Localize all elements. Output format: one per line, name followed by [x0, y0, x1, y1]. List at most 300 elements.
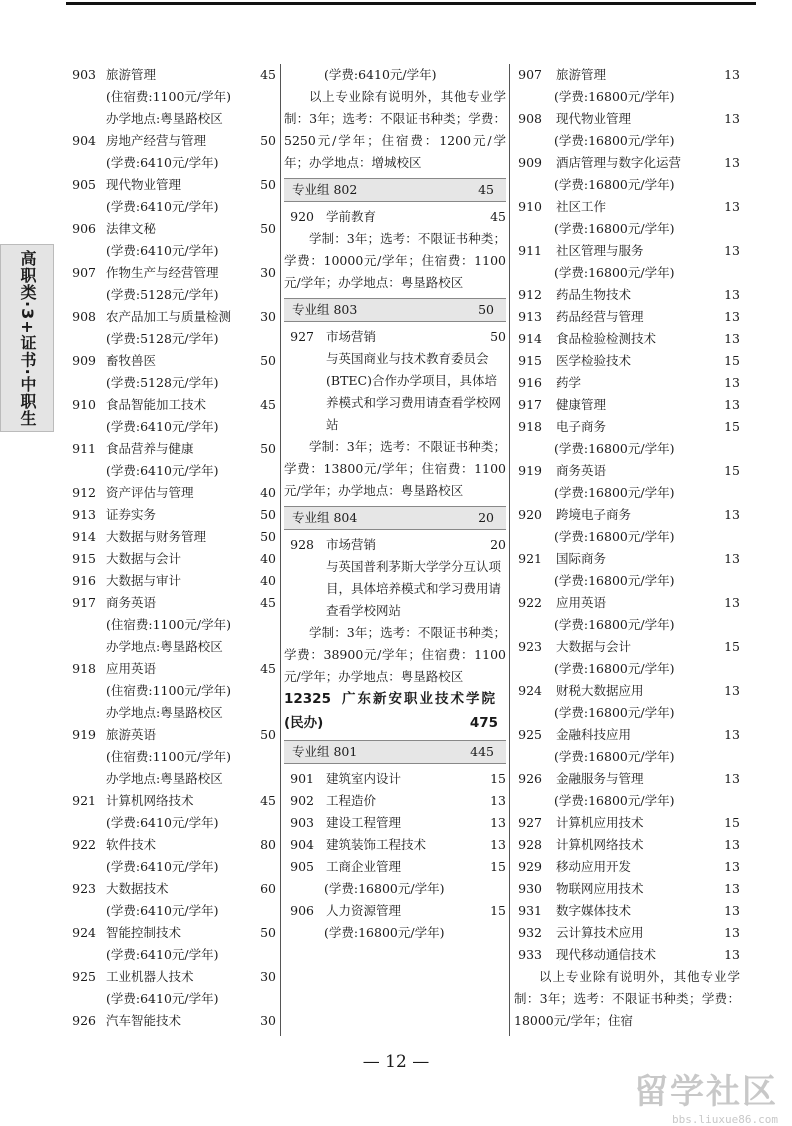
sub-line: (住宿费:1100元/学年)	[106, 89, 231, 104]
major-code: 929	[518, 859, 542, 874]
major-quota: 13	[724, 551, 740, 566]
major-row	[66, 878, 276, 900]
major-code: 912	[518, 287, 542, 302]
major-row	[284, 834, 506, 856]
major-row	[66, 218, 276, 240]
major-name: 酒店管理与数字化运营	[556, 155, 682, 170]
sub-line: (学费:16800元/学年)	[554, 177, 675, 192]
major-quota: 13	[724, 683, 740, 698]
sub-line: (学费:6410元/学年)	[106, 199, 219, 214]
group-label: 专业组 801	[292, 744, 358, 759]
sub-line: (学费:16800元/学年)	[554, 749, 675, 764]
watermark-brand: 留学社区	[634, 1072, 778, 1112]
major-name: 数字媒体技术	[556, 903, 632, 918]
major-row	[284, 326, 506, 348]
major-quota: 30	[260, 309, 276, 324]
major-code: 922	[518, 595, 542, 610]
major-quota: 13	[724, 837, 740, 852]
page-number: — 12 —	[362, 1052, 430, 1072]
school-quota: 475	[469, 715, 498, 731]
major-code: 921	[72, 793, 96, 808]
major-quota: 50	[260, 925, 276, 940]
major-quota: 50	[260, 727, 276, 742]
major-name: 房地产经营与管理	[106, 133, 207, 148]
major-quota: 13	[490, 815, 506, 830]
major-group-802	[284, 178, 506, 202]
major-name: 工业机器人技术	[106, 969, 194, 984]
major-code: 919	[72, 727, 96, 742]
major-code: 922	[72, 837, 96, 852]
major-name: 应用英语	[106, 661, 157, 676]
major-quota: 13	[724, 859, 740, 874]
major-quota: 15	[724, 463, 740, 478]
major-code: 913	[518, 309, 542, 324]
major-code: 924	[72, 925, 96, 940]
major-name: 大数据与审计	[106, 573, 182, 588]
major-code: 933	[518, 947, 542, 962]
sub-line: (学费:5128元/学年)	[106, 287, 219, 302]
major-row	[514, 944, 740, 966]
column-divider-2	[509, 64, 510, 1036]
sub-line: (学费:6410元/学年)	[324, 67, 437, 82]
major-row	[514, 856, 740, 878]
major-row	[284, 856, 506, 878]
major-code: 924	[518, 683, 542, 698]
major-name: 财税大数据应用	[556, 683, 644, 698]
school-header	[284, 688, 506, 736]
group-quota: 20	[478, 510, 494, 525]
sub-line: (学费:6410元/学年)	[106, 243, 219, 258]
major-code: 926	[518, 771, 542, 786]
major-row	[66, 482, 276, 504]
major-name: 旅游管理	[106, 67, 157, 82]
major-quota: 60	[260, 881, 276, 896]
major-name: 商务英语	[556, 463, 607, 478]
major-quota: 50	[260, 177, 276, 192]
major-name: 移动应用开发	[556, 859, 632, 874]
major-quota: 13	[724, 397, 740, 412]
major-name: 法律文秘	[106, 221, 157, 236]
major-code: 912	[72, 485, 96, 500]
major-quota: 15	[490, 859, 506, 874]
major-name: 社区管理与服务	[556, 243, 644, 258]
major-row	[284, 206, 506, 228]
major-row	[284, 812, 506, 834]
major-quota: 13	[724, 881, 740, 896]
major-row	[66, 658, 276, 680]
group-quota: 445	[470, 744, 494, 759]
major-quota: 15	[724, 815, 740, 830]
major-row	[514, 834, 740, 856]
sub-line: (学费:6410元/学年)	[106, 859, 219, 874]
major-row	[514, 922, 740, 944]
major-code: 920	[290, 209, 314, 224]
major-quota: 15	[724, 639, 740, 654]
group-label: 专业组 804	[292, 510, 358, 525]
sub-line: (学费:6410元/学年)	[106, 463, 219, 478]
major-quota: 15	[490, 903, 506, 918]
major-quota: 50	[260, 221, 276, 236]
major-name: 跨境电子商务	[556, 507, 632, 522]
major-quota: 50	[260, 133, 276, 148]
major-row	[514, 284, 740, 306]
major-quota: 13	[724, 287, 740, 302]
major-name: 食品智能加工技术	[106, 397, 207, 412]
major-quota: 20	[490, 537, 506, 552]
major-code: 915	[518, 353, 542, 368]
major-code: 926	[72, 1013, 96, 1028]
major-code: 932	[518, 925, 542, 940]
major-quota: 30	[260, 265, 276, 280]
major-code: 904	[72, 133, 96, 148]
note-paragraph: 学制：3年；选考：不限证书种类；学费：38900元/学年；住宿费：1100元/学年；办学地点：粤垦路校区	[284, 625, 506, 684]
major-row	[66, 592, 276, 614]
major-name: 金融科技应用	[556, 727, 632, 742]
sub-line: (学费:6410元/学年)	[106, 419, 219, 434]
major-code: 911	[518, 243, 542, 258]
sub-line: (学费:6410元/学年)	[106, 947, 219, 962]
major-row	[514, 196, 740, 218]
column-2	[284, 64, 506, 944]
major-name: 计算机网络技术	[556, 837, 644, 852]
major-row	[514, 350, 740, 372]
group-label: 专业组 802	[292, 182, 358, 197]
major-code: 928	[518, 837, 542, 852]
major-quota: 30	[260, 1013, 276, 1028]
major-code: 927	[518, 815, 542, 830]
major-row	[66, 548, 276, 570]
major-quota: 50	[490, 329, 506, 344]
major-quota: 50	[260, 441, 276, 456]
major-code: 908	[72, 309, 96, 324]
major-name: 作物生产与经营管理	[106, 265, 219, 280]
major-row	[514, 724, 740, 746]
sub-line: (学费:6410元/学年)	[106, 815, 219, 830]
sub-line: (学费:16800元/学年)	[554, 661, 675, 676]
major-name: 药学	[556, 375, 582, 390]
major-quota: 15	[724, 353, 740, 368]
major-row	[514, 680, 740, 702]
major-code: 928	[290, 537, 314, 552]
major-quota: 15	[724, 419, 740, 434]
major-name: 旅游管理	[556, 67, 607, 82]
major-row	[514, 240, 740, 262]
major-row	[66, 526, 276, 548]
major-name: 现代物业管理	[106, 177, 182, 192]
major-code: 919	[518, 463, 542, 478]
major-code: 921	[518, 551, 542, 566]
major-row	[514, 548, 740, 570]
group-label: 专业组 803	[292, 302, 358, 317]
major-name: 智能控制技术	[106, 925, 182, 940]
major-name: 食品检验检测技术	[556, 331, 657, 346]
major-name: 工商企业管理	[326, 859, 402, 874]
major-quota: 40	[260, 573, 276, 588]
major-row	[66, 130, 276, 152]
major-row	[66, 1010, 276, 1032]
major-name: 旅游英语	[106, 727, 157, 742]
major-code: 909	[72, 353, 96, 368]
major-name: 药品生物技术	[556, 287, 632, 302]
major-quota: 13	[724, 309, 740, 324]
sub-line: (学费:16800元/学年)	[554, 793, 675, 808]
sub-line: (学费:16800元/学年)	[554, 573, 675, 588]
major-quota: 13	[490, 793, 506, 808]
major-code: 915	[72, 551, 96, 566]
major-name: 物联网应用技术	[556, 881, 644, 896]
major-row	[514, 878, 740, 900]
major-name: 国际商务	[556, 551, 607, 566]
major-code: 902	[290, 793, 314, 808]
major-code: 931	[518, 903, 542, 918]
major-code: 918	[72, 661, 96, 676]
major-name: 学前教育	[326, 209, 377, 224]
major-quota: 13	[724, 507, 740, 522]
major-name: 大数据与会计	[106, 551, 182, 566]
major-name: 建筑室内设计	[326, 771, 402, 786]
major-name: 金融服务与管理	[556, 771, 644, 786]
column-1	[66, 64, 276, 1032]
major-row	[514, 812, 740, 834]
major-name: 云计算技术应用	[556, 925, 644, 940]
major-code: 914	[72, 529, 96, 544]
school-type: (民办)	[284, 715, 324, 731]
major-group-804	[284, 506, 506, 530]
sub-line: (学费:16800元/学年)	[324, 881, 445, 896]
note-paragraph: 以上专业除有说明外，其他专业学制：3年；选考：不限证书种类；学费：5250元/学年；住宿费：1200元/学年；办学地点：增城校区	[284, 89, 506, 170]
major-quota: 50	[260, 529, 276, 544]
major-row	[66, 790, 276, 812]
major-quota: 45	[260, 397, 276, 412]
major-name: 建设工程管理	[326, 815, 402, 830]
major-code: 923	[518, 639, 542, 654]
major-code: 907	[518, 67, 542, 82]
major-name: 电子商务	[556, 419, 607, 434]
major-code: 925	[518, 727, 542, 742]
major-quota: 13	[724, 771, 740, 786]
major-code: 906	[290, 903, 314, 918]
major-row	[514, 460, 740, 482]
note-paragraph: 以上专业除有说明外，其他专业学制：3年；选考：不限证书种类；学费：18000元/学年；住宿	[514, 969, 740, 1028]
major-quota: 13	[724, 595, 740, 610]
top-rule	[66, 2, 756, 5]
major-group-801	[284, 740, 506, 764]
major-code: 904	[290, 837, 314, 852]
major-name: 人力资源管理	[326, 903, 402, 918]
school-name: 广东新安职业技术学院	[342, 691, 497, 707]
major-code: 906	[72, 221, 96, 236]
sub-line: 办学地点:粤垦路校区	[106, 111, 223, 126]
major-code: 908	[518, 111, 542, 126]
major-group-803	[284, 298, 506, 322]
major-description: 与英国商业与技术教育委员会(BTEC)合作办学项目，具体培养模式和学习费用请查看学校网站	[326, 351, 502, 432]
major-row	[514, 768, 740, 790]
group-quota: 45	[478, 182, 494, 197]
major-code: 917	[518, 397, 542, 412]
major-quota: 13	[724, 727, 740, 742]
school-code: 12325	[284, 691, 331, 707]
section-side-tab: 高职类·3+证书·中职生	[0, 244, 54, 432]
major-code: 905	[72, 177, 96, 192]
major-row	[514, 306, 740, 328]
major-name: 市场营销	[326, 329, 377, 344]
major-code: 903	[72, 67, 96, 82]
major-name: 市场营销	[326, 537, 377, 552]
major-name: 社区工作	[556, 199, 607, 214]
sub-line: (学费:16800元/学年)	[554, 441, 675, 456]
major-quota: 13	[724, 243, 740, 258]
major-row	[514, 636, 740, 658]
major-code: 909	[518, 155, 542, 170]
major-quota: 15	[490, 771, 506, 786]
major-quota: 13	[724, 111, 740, 126]
major-quota: 13	[724, 947, 740, 962]
major-quota: 13	[724, 903, 740, 918]
sub-line: (学费:16800元/学年)	[554, 221, 675, 236]
major-name: 农产品加工与质量检测	[106, 309, 232, 324]
major-name: 计算机应用技术	[556, 815, 644, 830]
major-description: 与英国普利茅斯大学学分互认项目，具体培养模式和学习费用请查看学校网站	[326, 559, 502, 618]
major-name: 计算机网络技术	[106, 793, 194, 808]
note-paragraph: 学制：3年；选考：不限证书种类；学费：13800元/学年；住宿费：1100元/学年；办学地点：粤垦路校区	[284, 439, 506, 498]
major-quota: 13	[724, 199, 740, 214]
major-row	[284, 790, 506, 812]
sub-line: (学费:16800元/学年)	[554, 705, 675, 720]
major-row	[514, 328, 740, 350]
major-code: 918	[518, 419, 542, 434]
sub-line: (学费:6410元/学年)	[106, 991, 219, 1006]
major-quota: 45	[260, 595, 276, 610]
major-name: 畜牧兽医	[106, 353, 157, 368]
major-code: 925	[72, 969, 96, 984]
major-code: 907	[72, 265, 96, 280]
major-name: 现代物业管理	[556, 111, 632, 126]
sub-line: (住宿费:1100元/学年)	[106, 617, 231, 632]
major-row	[66, 64, 276, 86]
major-quota: 80	[260, 837, 276, 852]
major-name: 应用英语	[556, 595, 607, 610]
major-name: 食品营养与健康	[106, 441, 194, 456]
group-quota: 50	[478, 302, 494, 317]
sub-line: 办学地点:粤垦路校区	[106, 639, 223, 654]
major-row	[514, 394, 740, 416]
major-quota: 45	[260, 67, 276, 82]
major-quota: 13	[490, 837, 506, 852]
major-code: 927	[290, 329, 314, 344]
major-name: 医学检验技术	[556, 353, 632, 368]
major-list	[284, 768, 506, 944]
sub-line: 办学地点:粤垦路校区	[106, 771, 223, 786]
major-quota: 45	[260, 661, 276, 676]
major-code: 920	[518, 507, 542, 522]
major-quota: 13	[724, 331, 740, 346]
sub-line: (学费:16800元/学年)	[554, 133, 675, 148]
major-code: 910	[518, 199, 542, 214]
major-row	[66, 306, 276, 328]
major-code: 913	[72, 507, 96, 522]
major-row	[514, 504, 740, 526]
major-code: 916	[72, 573, 96, 588]
sub-line: (学费:6410元/学年)	[106, 903, 219, 918]
major-name: 大数据技术	[106, 881, 169, 896]
major-quota: 13	[724, 155, 740, 170]
major-name: 汽车智能技术	[106, 1013, 182, 1028]
major-row	[66, 174, 276, 196]
sub-line: (学费:16800元/学年)	[554, 617, 675, 632]
sub-line: (学费:16800元/学年)	[324, 925, 445, 940]
major-quota: 40	[260, 551, 276, 566]
major-row	[514, 64, 740, 86]
sub-line: (学费:5128元/学年)	[106, 331, 219, 346]
major-row	[66, 350, 276, 372]
major-row	[66, 570, 276, 592]
major-row	[66, 394, 276, 416]
major-quota: 45	[260, 793, 276, 808]
major-row	[66, 966, 276, 988]
major-row	[66, 262, 276, 284]
sub-line: (学费:16800元/学年)	[554, 265, 675, 280]
major-row	[284, 534, 506, 556]
major-name: 软件技术	[106, 837, 157, 852]
sub-line: (住宿费:1100元/学年)	[106, 683, 231, 698]
major-name: 建筑装饰工程技术	[326, 837, 427, 852]
major-quota: 30	[260, 969, 276, 984]
major-quota: 40	[260, 485, 276, 500]
major-name: 资产评估与管理	[106, 485, 194, 500]
major-row	[66, 504, 276, 526]
sub-line: 办学地点:粤垦路校区	[106, 705, 223, 720]
major-row	[66, 724, 276, 746]
major-code: 930	[518, 881, 542, 896]
major-row	[514, 416, 740, 438]
major-quota: 50	[260, 353, 276, 368]
watermark-url: bbs.liuxue86.com	[672, 1113, 778, 1126]
major-code: 914	[518, 331, 542, 346]
sub-line: (住宿费:1100元/学年)	[106, 749, 231, 764]
major-name: 健康管理	[556, 397, 607, 412]
major-quota: 50	[260, 507, 276, 522]
column-3	[514, 64, 740, 1032]
major-row	[514, 108, 740, 130]
major-name: 商务英语	[106, 595, 157, 610]
column-divider-1	[280, 64, 281, 1036]
sub-line: (学费:16800元/学年)	[554, 529, 675, 544]
major-code: 923	[72, 881, 96, 896]
sub-line: (学费:6410元/学年)	[106, 155, 219, 170]
major-list	[514, 64, 740, 966]
major-code: 903	[290, 815, 314, 830]
sub-line: (学费:16800元/学年)	[554, 89, 675, 104]
note-paragraph: 学制：3年；选考：不限证书种类；学费：10000元/学年；住宿费：1100元/学年；办学地点：粤垦路校区	[284, 231, 506, 290]
sub-line: (学费:16800元/学年)	[554, 485, 675, 500]
major-quota: 13	[724, 375, 740, 390]
major-code: 905	[290, 859, 314, 874]
major-name: 证券实务	[106, 507, 157, 522]
major-name: 工程造价	[326, 793, 377, 808]
major-row	[66, 922, 276, 944]
major-name: 大数据与财务管理	[106, 529, 207, 544]
major-name: 药品经营与管理	[556, 309, 644, 324]
major-quota: 45	[490, 209, 506, 224]
major-row	[66, 834, 276, 856]
major-name: 大数据与会计	[556, 639, 632, 654]
major-row	[514, 152, 740, 174]
major-code: 910	[72, 397, 96, 412]
major-row	[284, 900, 506, 922]
major-quota: 13	[724, 67, 740, 82]
major-code: 911	[72, 441, 96, 456]
major-code: 901	[290, 771, 314, 786]
